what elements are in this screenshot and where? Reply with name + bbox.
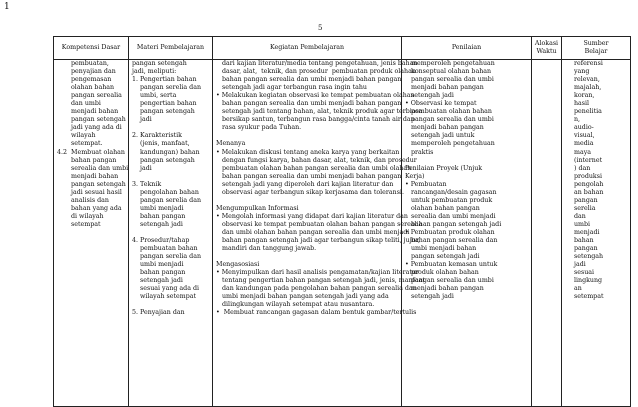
header-penilaian: Penilaian xyxy=(402,37,532,60)
cell-kompetensi-dasar: pembuatan, penyajian dan pengemasan olahan bahan pangan serealia dan umbi menjadi bahan pangan setengah jadi yang ada di wilayah setempat. 4.2 Membuat olahan bahan pangan serealia dan umbi menjadi bahan pangan setengah jadi sesuai hasil analisis dan bahan yang ada di wilayah setempat xyxy=(54,60,129,407)
cell-kegiatan-pembelajaran: dari kajian literatur/media tentang pengetahuan, jenis bahan dasar, alat, teknik, dan prosedur pembuatan produk olahan bahan pangan serealia dan umbi menjadi bahan pangan setengah jadi agar terbangun rasa ingin tahu • Melakukan kegiatan observasi ke tempat pembuatan olahan bahan pangan serealia dan umbi menjadi bahan pangan setengah jadi tentang bahan, alat, teknik produk agar terbiasa bersikap santun, terbangun rasa bangga/cinta tanah air dan rasa syukur pada Tuhan. Menanya • Melakukan diskusi tentang aneka karya yang berkaitan dengan fungsi karya, bahan dasar, alat, teknik, dan prosedur pembuatan olahan bahan pangan serealia dan umbi olahan bahan pangan serealia dan umbi menjadi bahan pangan setengah jadi yang diperoleh dari kajian literatur dan observasi agar terbangun sikap kerjasama dan toleransi. Mengumpulkan Informasi • Mengolah informasi yang didapat dari kajian literatur dan observasi ke tempat pembuatan olahan bahan pangan serealia dan umbi olahan bahan pangan serealia dan umbi menjadi bahan pangan setengah jadi agar terbangun sikap teliti, jujur, mandiri dan tanggung jawab. Mengasosiasi • Menyimpulkan dari hasil analisis pengamatan/kajian literatur tentang pengertian bahan pangan setengah jadi, jenis, manfaat dan kandungan pada pengolahan bahan pangan serealia dan umbi menjadi bahan pangan setengah jadi yang ada dilingkungan wilayah setempat atau nusantara. • Membuat rancangan gagasan dalam bentuk gambar/tertulis xyxy=(213,60,402,407)
table-header-row xyxy=(54,37,631,60)
cell-sumber-belajar: referensi yang relevan, majalah, koran, hasil penelitia n, audio- visual, media maya (internet ) dan produksi pengolah an bahan pangan serelia dan umbi menjadi bahan pangan setengah jadi sesuai lingkung an setempat xyxy=(562,60,631,407)
header-kompetensi-dasar: Kompetensi Dasar xyxy=(54,37,129,60)
cell-penilaian: memperoleh pengetahuan konseptual olahan bahan pangan serealia dan umbi menjadi bahan pangan setengah jadi • Observasi ke tempat pembuatan olahan bahan pangan serealia dan umbi menjadi bahan pangan setengah jadi untuk memperoleh pengetahuan praktis Penilaian Proyek (Unjuk Kerja) • Pembuatan rancangan/desain gagasan untuk pembuatan produk olahan bahan pangan serealia dan umbi menjadi bahan pangan setengah jadi • Pembuatan produk olahan bahan pangan serealia dan umbi menjadi bahan pangan setengah jadi • Pembuatan kemasan untuk produk olahan bahan pangan serealia dan umbi menjadi bahan pangan setengah jadi xyxy=(402,60,532,407)
table-row xyxy=(54,60,631,407)
header-alokasi-waktu: Alokasi Waktu xyxy=(532,37,562,60)
syllabus-table xyxy=(53,36,631,407)
cell-materi-pembelajaran: pangan setengah jadi, meliputi: 1. Pengertian bahan pangan serelia dan umbi, serta pengertian bahan pangan setengah jadi 2. Karakteristik (jenis, manfaat, kandungan) bahan pangan setengah jadi 3. Teknik pengolahan bahan pangan serelia dan umbi menjadi bahan pangan setengah jadi 4. Prosedur/tahap pembuatan bahan pangan serelia dan umbi menjadi bahan pangan setengah jadi sesuai yang ada di wilayah setempat 5. Penyajian dan xyxy=(129,60,213,407)
page-number: 5 xyxy=(318,24,323,32)
header-sumber-belajar: Sumber Belajar xyxy=(562,37,631,60)
cell-alokasi-waktu xyxy=(532,60,562,407)
header-kegiatan-pembelajaran: Kegiatan Pembelajaran xyxy=(213,37,402,60)
page-corner-mark: 1 xyxy=(4,2,10,12)
header-materi-pembelajaran: Materi Pembelajaran xyxy=(129,37,213,60)
